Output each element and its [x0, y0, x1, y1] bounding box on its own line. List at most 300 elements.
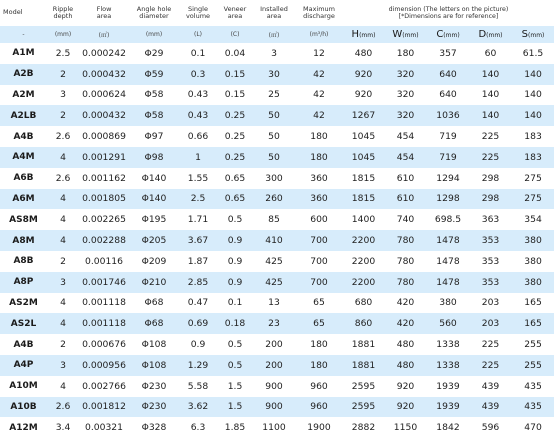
cell-dim-s: 255 [512, 355, 554, 376]
cell-dim-h: 2882 [343, 417, 384, 438]
cell-installed-area: 200 [253, 334, 295, 355]
cell-maximum-discharge: 65 [295, 313, 343, 334]
cell-dim-d: 60 [469, 43, 512, 64]
cell-maximum-discharge: 180 [295, 147, 343, 168]
cell-maximum-discharge: 700 [295, 251, 343, 272]
cell-dim-h: 920 [343, 64, 384, 85]
table-row [0, 43, 554, 64]
cell-dim-h: 1400 [343, 209, 384, 230]
table-row [0, 417, 554, 438]
dimension-w-unit: (mm) [402, 32, 419, 39]
cell-angle-hole-diameter: Φ29 [129, 43, 179, 64]
table-row [0, 85, 554, 106]
cell-veneer-area: 1.5 [217, 376, 253, 397]
cell-flow-area: 0.000676 [79, 334, 129, 355]
cell-dim-d: 363 [469, 209, 512, 230]
cell-angle-hole-diameter: Φ59 [129, 64, 179, 85]
table-row [0, 376, 554, 397]
cell-veneer-area: 0.25 [217, 147, 253, 168]
cell-model: A6B [0, 168, 47, 189]
table-row [0, 189, 554, 210]
dimension-c-letter: C [436, 29, 444, 40]
table-row [0, 355, 554, 376]
cell-veneer-area: 0.9 [217, 251, 253, 272]
cell-maximum-discharge: 65 [295, 293, 343, 314]
cell-dim-c: 357 [427, 43, 469, 64]
cell-ripple-depth: 4 [47, 313, 79, 334]
cell-installed-area: 260 [253, 189, 295, 210]
cell-ripple-depth: 2 [47, 334, 79, 355]
cell-angle-hole-diameter: Φ328 [129, 417, 179, 438]
spec-table-body [0, 43, 554, 438]
units-row [0, 26, 554, 43]
cell-dim-c: 1478 [427, 272, 469, 293]
cell-dim-w: 180 [384, 43, 427, 64]
dimension-s-header [512, 26, 554, 43]
cell-maximum-discharge: 700 [295, 272, 343, 293]
cell-dim-h: 2595 [343, 376, 384, 397]
cell-model: A4P [0, 355, 47, 376]
cell-dim-h: 1881 [343, 355, 384, 376]
cell-veneer-area: 0.65 [217, 189, 253, 210]
header-flow-area: Flow area [79, 0, 129, 26]
cell-dim-h: 1881 [343, 334, 384, 355]
cell-maximum-discharge: 600 [295, 209, 343, 230]
cell-flow-area: 0.001291 [79, 147, 129, 168]
header-ripple-depth: Ripple depth [47, 0, 79, 26]
header-row [0, 0, 554, 26]
cell-angle-hole-diameter: Φ195 [129, 209, 179, 230]
cell-dim-w: 454 [384, 126, 427, 147]
cell-dim-d: 353 [469, 272, 512, 293]
cell-single-volume: 2.85 [179, 272, 217, 293]
cell-veneer-area: 0.9 [217, 230, 253, 251]
cell-dim-w: 480 [384, 355, 427, 376]
cell-model: A4B [0, 334, 47, 355]
cell-dim-c: 380 [427, 293, 469, 314]
table-row [0, 147, 554, 168]
cell-veneer-area: 0.25 [217, 126, 253, 147]
unit-ripple-depth: (mm) [47, 26, 79, 43]
cell-model: AS2L [0, 313, 47, 334]
header-dimension: dimension (The letters on the picture) [*Dimensions are for reference] [343, 0, 554, 26]
cell-dim-s: 140 [512, 64, 554, 85]
cell-dim-s: 165 [512, 313, 554, 334]
cell-dim-h: 1267 [343, 105, 384, 126]
table-row [0, 168, 554, 189]
cell-dim-w: 454 [384, 147, 427, 168]
cell-dim-c: 698.5 [427, 209, 469, 230]
cell-flow-area: 0.000956 [79, 355, 129, 376]
cell-maximum-discharge: 1900 [295, 417, 343, 438]
cell-model: AS8M [0, 209, 47, 230]
cell-dim-s: 470 [512, 417, 554, 438]
cell-dim-w: 920 [384, 397, 427, 418]
cell-flow-area: 0.00321 [79, 417, 129, 438]
cell-installed-area: 425 [253, 272, 295, 293]
cell-dim-s: 354 [512, 209, 554, 230]
table-row [0, 334, 554, 355]
cell-dim-c: 1939 [427, 397, 469, 418]
cell-dim-c: 1478 [427, 230, 469, 251]
cell-veneer-area: 1.85 [217, 417, 253, 438]
header-angle-hole-diameter: Angle hole diameter [129, 0, 179, 26]
dimension-s-unit: (mm) [528, 32, 545, 39]
cell-dim-s: 275 [512, 189, 554, 210]
cell-single-volume: 0.47 [179, 293, 217, 314]
cell-dim-c: 560 [427, 313, 469, 334]
cell-model: AS2M [0, 293, 47, 314]
cell-angle-hole-diameter: Φ108 [129, 334, 179, 355]
cell-ripple-depth: 4 [47, 189, 79, 210]
cell-dim-h: 2200 [343, 272, 384, 293]
cell-flow-area: 0.002288 [79, 230, 129, 251]
cell-installed-area: 50 [253, 147, 295, 168]
cell-dim-h: 2200 [343, 251, 384, 272]
header-veneer-area: Veneer area [217, 0, 253, 26]
cell-ripple-depth: 4 [47, 293, 79, 314]
cell-dim-d: 298 [469, 168, 512, 189]
cell-dim-d: 225 [469, 126, 512, 147]
cell-maximum-discharge: 42 [295, 64, 343, 85]
cell-dim-s: 140 [512, 105, 554, 126]
cell-installed-area: 13 [253, 293, 295, 314]
cell-angle-hole-diameter: Φ58 [129, 85, 179, 106]
cell-dim-h: 2595 [343, 397, 384, 418]
cell-ripple-depth: 3.4 [47, 417, 79, 438]
cell-flow-area: 0.000432 [79, 64, 129, 85]
cell-dim-d: 596 [469, 417, 512, 438]
dimension-h-header [343, 26, 384, 43]
cell-dim-d: 439 [469, 397, 512, 418]
cell-dim-s: 275 [512, 168, 554, 189]
cell-dim-w: 780 [384, 272, 427, 293]
cell-dim-c: 1842 [427, 417, 469, 438]
header-maximum-discharge: Maximum discharge [295, 0, 343, 26]
cell-installed-area: 23 [253, 313, 295, 334]
cell-veneer-area: 0.18 [217, 313, 253, 334]
cell-dim-s: 165 [512, 293, 554, 314]
cell-dim-s: 380 [512, 230, 554, 251]
cell-model: A10M [0, 376, 47, 397]
cell-model: A8M [0, 230, 47, 251]
cell-model: A12M [0, 417, 47, 438]
cell-dim-d: 203 [469, 293, 512, 314]
cell-dim-s: 435 [512, 376, 554, 397]
cell-dim-c: 1478 [427, 251, 469, 272]
cell-dim-d: 298 [469, 189, 512, 210]
dimension-w-header [384, 26, 427, 43]
cell-installed-area: 50 [253, 105, 295, 126]
cell-dim-s: 380 [512, 251, 554, 272]
cell-maximum-discharge: 12 [295, 43, 343, 64]
cell-ripple-depth: 3 [47, 355, 79, 376]
cell-angle-hole-diameter: Φ209 [129, 251, 179, 272]
cell-flow-area: 0.00116 [79, 251, 129, 272]
cell-veneer-area: 0.04 [217, 43, 253, 64]
cell-flow-area: 0.001162 [79, 168, 129, 189]
cell-single-volume: 6.3 [179, 417, 217, 438]
header-single-volume: Single volume [179, 0, 217, 26]
cell-installed-area: 410 [253, 230, 295, 251]
cell-angle-hole-diameter: Φ68 [129, 293, 179, 314]
cell-veneer-area: 0.25 [217, 105, 253, 126]
cell-veneer-area: 0.5 [217, 209, 253, 230]
cell-dim-d: 439 [469, 376, 512, 397]
dimension-w-letter: W [392, 29, 403, 40]
table-row [0, 64, 554, 85]
cell-single-volume: 3.62 [179, 397, 217, 418]
cell-dim-s: 183 [512, 147, 554, 168]
cell-maximum-discharge: 360 [295, 189, 343, 210]
cell-dim-c: 640 [427, 64, 469, 85]
cell-veneer-area: 0.15 [217, 85, 253, 106]
unit-maximum-discharge: (m³/h) [295, 26, 343, 43]
cell-dim-s: 435 [512, 397, 554, 418]
cell-model: A10B [0, 397, 47, 418]
cell-dim-h: 860 [343, 313, 384, 334]
cell-ripple-depth: 2.6 [47, 126, 79, 147]
cell-installed-area: 900 [253, 376, 295, 397]
cell-veneer-area: 0.15 [217, 64, 253, 85]
table-row [0, 272, 554, 293]
cell-ripple-depth: 4 [47, 376, 79, 397]
cell-ripple-depth: 3 [47, 272, 79, 293]
cell-model: A8P [0, 272, 47, 293]
dimension-d-unit: (mm) [486, 32, 503, 39]
cell-dim-h: 1045 [343, 126, 384, 147]
cell-flow-area: 0.002766 [79, 376, 129, 397]
unit-flow-area: (㎡) [79, 26, 129, 43]
cell-dim-c: 1294 [427, 168, 469, 189]
cell-dim-d: 203 [469, 313, 512, 334]
dimension-h-unit: (mm) [359, 32, 376, 39]
unit-veneer-area: (C) [217, 26, 253, 43]
cell-single-volume: 1.71 [179, 209, 217, 230]
cell-installed-area: 1100 [253, 417, 295, 438]
table-row [0, 105, 554, 126]
cell-dim-s: 183 [512, 126, 554, 147]
cell-ripple-depth: 2.6 [47, 168, 79, 189]
cell-maximum-discharge: 700 [295, 230, 343, 251]
table-row [0, 209, 554, 230]
cell-dim-d: 353 [469, 251, 512, 272]
cell-maximum-discharge: 180 [295, 355, 343, 376]
unit-single-volume: (L) [179, 26, 217, 43]
cell-model: A8B [0, 251, 47, 272]
cell-dim-s: 61.5 [512, 43, 554, 64]
table-row [0, 230, 554, 251]
cell-single-volume: 1.87 [179, 251, 217, 272]
cell-dim-w: 1150 [384, 417, 427, 438]
cell-dim-c: 719 [427, 126, 469, 147]
cell-model: A1M [0, 43, 47, 64]
cell-installed-area: 25 [253, 85, 295, 106]
cell-dim-d: 225 [469, 355, 512, 376]
cell-angle-hole-diameter: Φ205 [129, 230, 179, 251]
cell-flow-area: 0.001118 [79, 313, 129, 334]
cell-installed-area: 3 [253, 43, 295, 64]
cell-dim-w: 420 [384, 293, 427, 314]
cell-dim-d: 353 [469, 230, 512, 251]
cell-veneer-area: 0.65 [217, 168, 253, 189]
cell-flow-area: 0.001746 [79, 272, 129, 293]
cell-maximum-discharge: 180 [295, 334, 343, 355]
table-row [0, 126, 554, 147]
cell-flow-area: 0.000869 [79, 126, 129, 147]
cell-angle-hole-diameter: Φ230 [129, 376, 179, 397]
cell-dim-s: 380 [512, 272, 554, 293]
cell-flow-area: 0.000242 [79, 43, 129, 64]
cell-ripple-depth: 2 [47, 251, 79, 272]
cell-dim-c: 1939 [427, 376, 469, 397]
dimension-h-letter: H [351, 29, 360, 40]
cell-single-volume: 2.5 [179, 189, 217, 210]
cell-installed-area: 300 [253, 168, 295, 189]
cell-ripple-depth: 4 [47, 209, 79, 230]
cell-flow-area: 0.001118 [79, 293, 129, 314]
cell-dim-h: 480 [343, 43, 384, 64]
cell-flow-area: 0.001805 [79, 189, 129, 210]
cell-flow-area: 0.002265 [79, 209, 129, 230]
cell-dim-w: 610 [384, 168, 427, 189]
cell-dim-d: 225 [469, 334, 512, 355]
cell-single-volume: 0.3 [179, 64, 217, 85]
cell-angle-hole-diameter: Φ210 [129, 272, 179, 293]
cell-installed-area: 900 [253, 397, 295, 418]
cell-model: A4B [0, 126, 47, 147]
cell-veneer-area: 0.9 [217, 272, 253, 293]
cell-model: A2B [0, 64, 47, 85]
cell-dim-w: 480 [384, 334, 427, 355]
cell-veneer-area: 1.5 [217, 397, 253, 418]
cell-dim-d: 140 [469, 105, 512, 126]
cell-dim-w: 780 [384, 251, 427, 272]
cell-flow-area: 0.000624 [79, 85, 129, 106]
cell-installed-area: 50 [253, 126, 295, 147]
cell-angle-hole-diameter: Φ140 [129, 168, 179, 189]
cell-angle-hole-diameter: Φ140 [129, 189, 179, 210]
cell-single-volume: 0.1 [179, 43, 217, 64]
dimension-c-unit: (mm) [443, 32, 460, 39]
cell-dim-c: 1338 [427, 355, 469, 376]
cell-model: A2LB [0, 105, 47, 126]
cell-model: A6M [0, 189, 47, 210]
cell-dim-c: 719 [427, 147, 469, 168]
cell-ripple-depth: 2.5 [47, 43, 79, 64]
cell-dim-c: 640 [427, 85, 469, 106]
dimension-s-letter: S [521, 29, 529, 40]
cell-flow-area: 0.000432 [79, 105, 129, 126]
dimension-c-header [427, 26, 469, 43]
cell-single-volume: 1 [179, 147, 217, 168]
cell-dim-h: 680 [343, 293, 384, 314]
cell-ripple-depth: 2.6 [47, 397, 79, 418]
cell-single-volume: 0.69 [179, 313, 217, 334]
cell-single-volume: 5.58 [179, 376, 217, 397]
cell-dim-d: 140 [469, 64, 512, 85]
cell-dim-h: 920 [343, 85, 384, 106]
cell-dim-w: 780 [384, 230, 427, 251]
cell-dim-c: 1036 [427, 105, 469, 126]
cell-model: A4M [0, 147, 47, 168]
cell-dim-w: 320 [384, 105, 427, 126]
cell-angle-hole-diameter: Φ68 [129, 313, 179, 334]
cell-dim-d: 225 [469, 147, 512, 168]
cell-single-volume: 0.43 [179, 85, 217, 106]
cell-installed-area: 30 [253, 64, 295, 85]
cell-dim-w: 920 [384, 376, 427, 397]
cell-installed-area: 85 [253, 209, 295, 230]
unit-angle-hole-diameter: (mm) [129, 26, 179, 43]
cell-angle-hole-diameter: Φ108 [129, 355, 179, 376]
cell-ripple-depth: 2 [47, 105, 79, 126]
table-row [0, 293, 554, 314]
cell-installed-area: 200 [253, 355, 295, 376]
cell-installed-area: 425 [253, 251, 295, 272]
cell-dim-w: 610 [384, 189, 427, 210]
cell-dim-h: 1815 [343, 168, 384, 189]
cell-ripple-depth: 2 [47, 64, 79, 85]
cell-maximum-discharge: 42 [295, 105, 343, 126]
cell-angle-hole-diameter: Φ230 [129, 397, 179, 418]
cell-ripple-depth: 4 [47, 147, 79, 168]
cell-dim-c: 1338 [427, 334, 469, 355]
cell-dim-s: 140 [512, 85, 554, 106]
cell-maximum-discharge: 960 [295, 376, 343, 397]
cell-single-volume: 1.55 [179, 168, 217, 189]
cell-dim-h: 1045 [343, 147, 384, 168]
cell-maximum-discharge: 360 [295, 168, 343, 189]
cell-veneer-area: 0.5 [217, 355, 253, 376]
table-row [0, 397, 554, 418]
cell-single-volume: 3.67 [179, 230, 217, 251]
header-model: Model [0, 0, 47, 26]
cell-veneer-area: 0.5 [217, 334, 253, 355]
cell-dim-w: 420 [384, 313, 427, 334]
cell-single-volume: 0.9 [179, 334, 217, 355]
cell-dim-w: 320 [384, 85, 427, 106]
cell-maximum-discharge: 960 [295, 397, 343, 418]
cell-model: A2M [0, 85, 47, 106]
unit-installed-area: (㎡) [253, 26, 295, 43]
cell-flow-area: 0.001812 [79, 397, 129, 418]
cell-maximum-discharge: 42 [295, 85, 343, 106]
cell-dim-s: 255 [512, 334, 554, 355]
cell-dim-d: 140 [469, 85, 512, 106]
table-row [0, 313, 554, 334]
cell-dim-h: 1815 [343, 189, 384, 210]
cell-dim-w: 320 [384, 64, 427, 85]
cell-angle-hole-diameter: Φ97 [129, 126, 179, 147]
dimension-d-header [469, 26, 512, 43]
header-installed-area: Installed area [253, 0, 295, 26]
cell-ripple-depth: 3 [47, 85, 79, 106]
cell-maximum-discharge: 180 [295, 126, 343, 147]
cell-dim-h: 2200 [343, 230, 384, 251]
cell-single-volume: 1.29 [179, 355, 217, 376]
table-row [0, 251, 554, 272]
cell-ripple-depth: 4 [47, 230, 79, 251]
cell-single-volume: 0.43 [179, 105, 217, 126]
unit-model: - [0, 26, 47, 43]
cell-single-volume: 0.66 [179, 126, 217, 147]
dimension-d-letter: D [478, 29, 487, 40]
cell-angle-hole-diameter: Φ98 [129, 147, 179, 168]
cell-dim-w: 740 [384, 209, 427, 230]
cell-veneer-area: 0.1 [217, 293, 253, 314]
cell-dim-c: 1298 [427, 189, 469, 210]
